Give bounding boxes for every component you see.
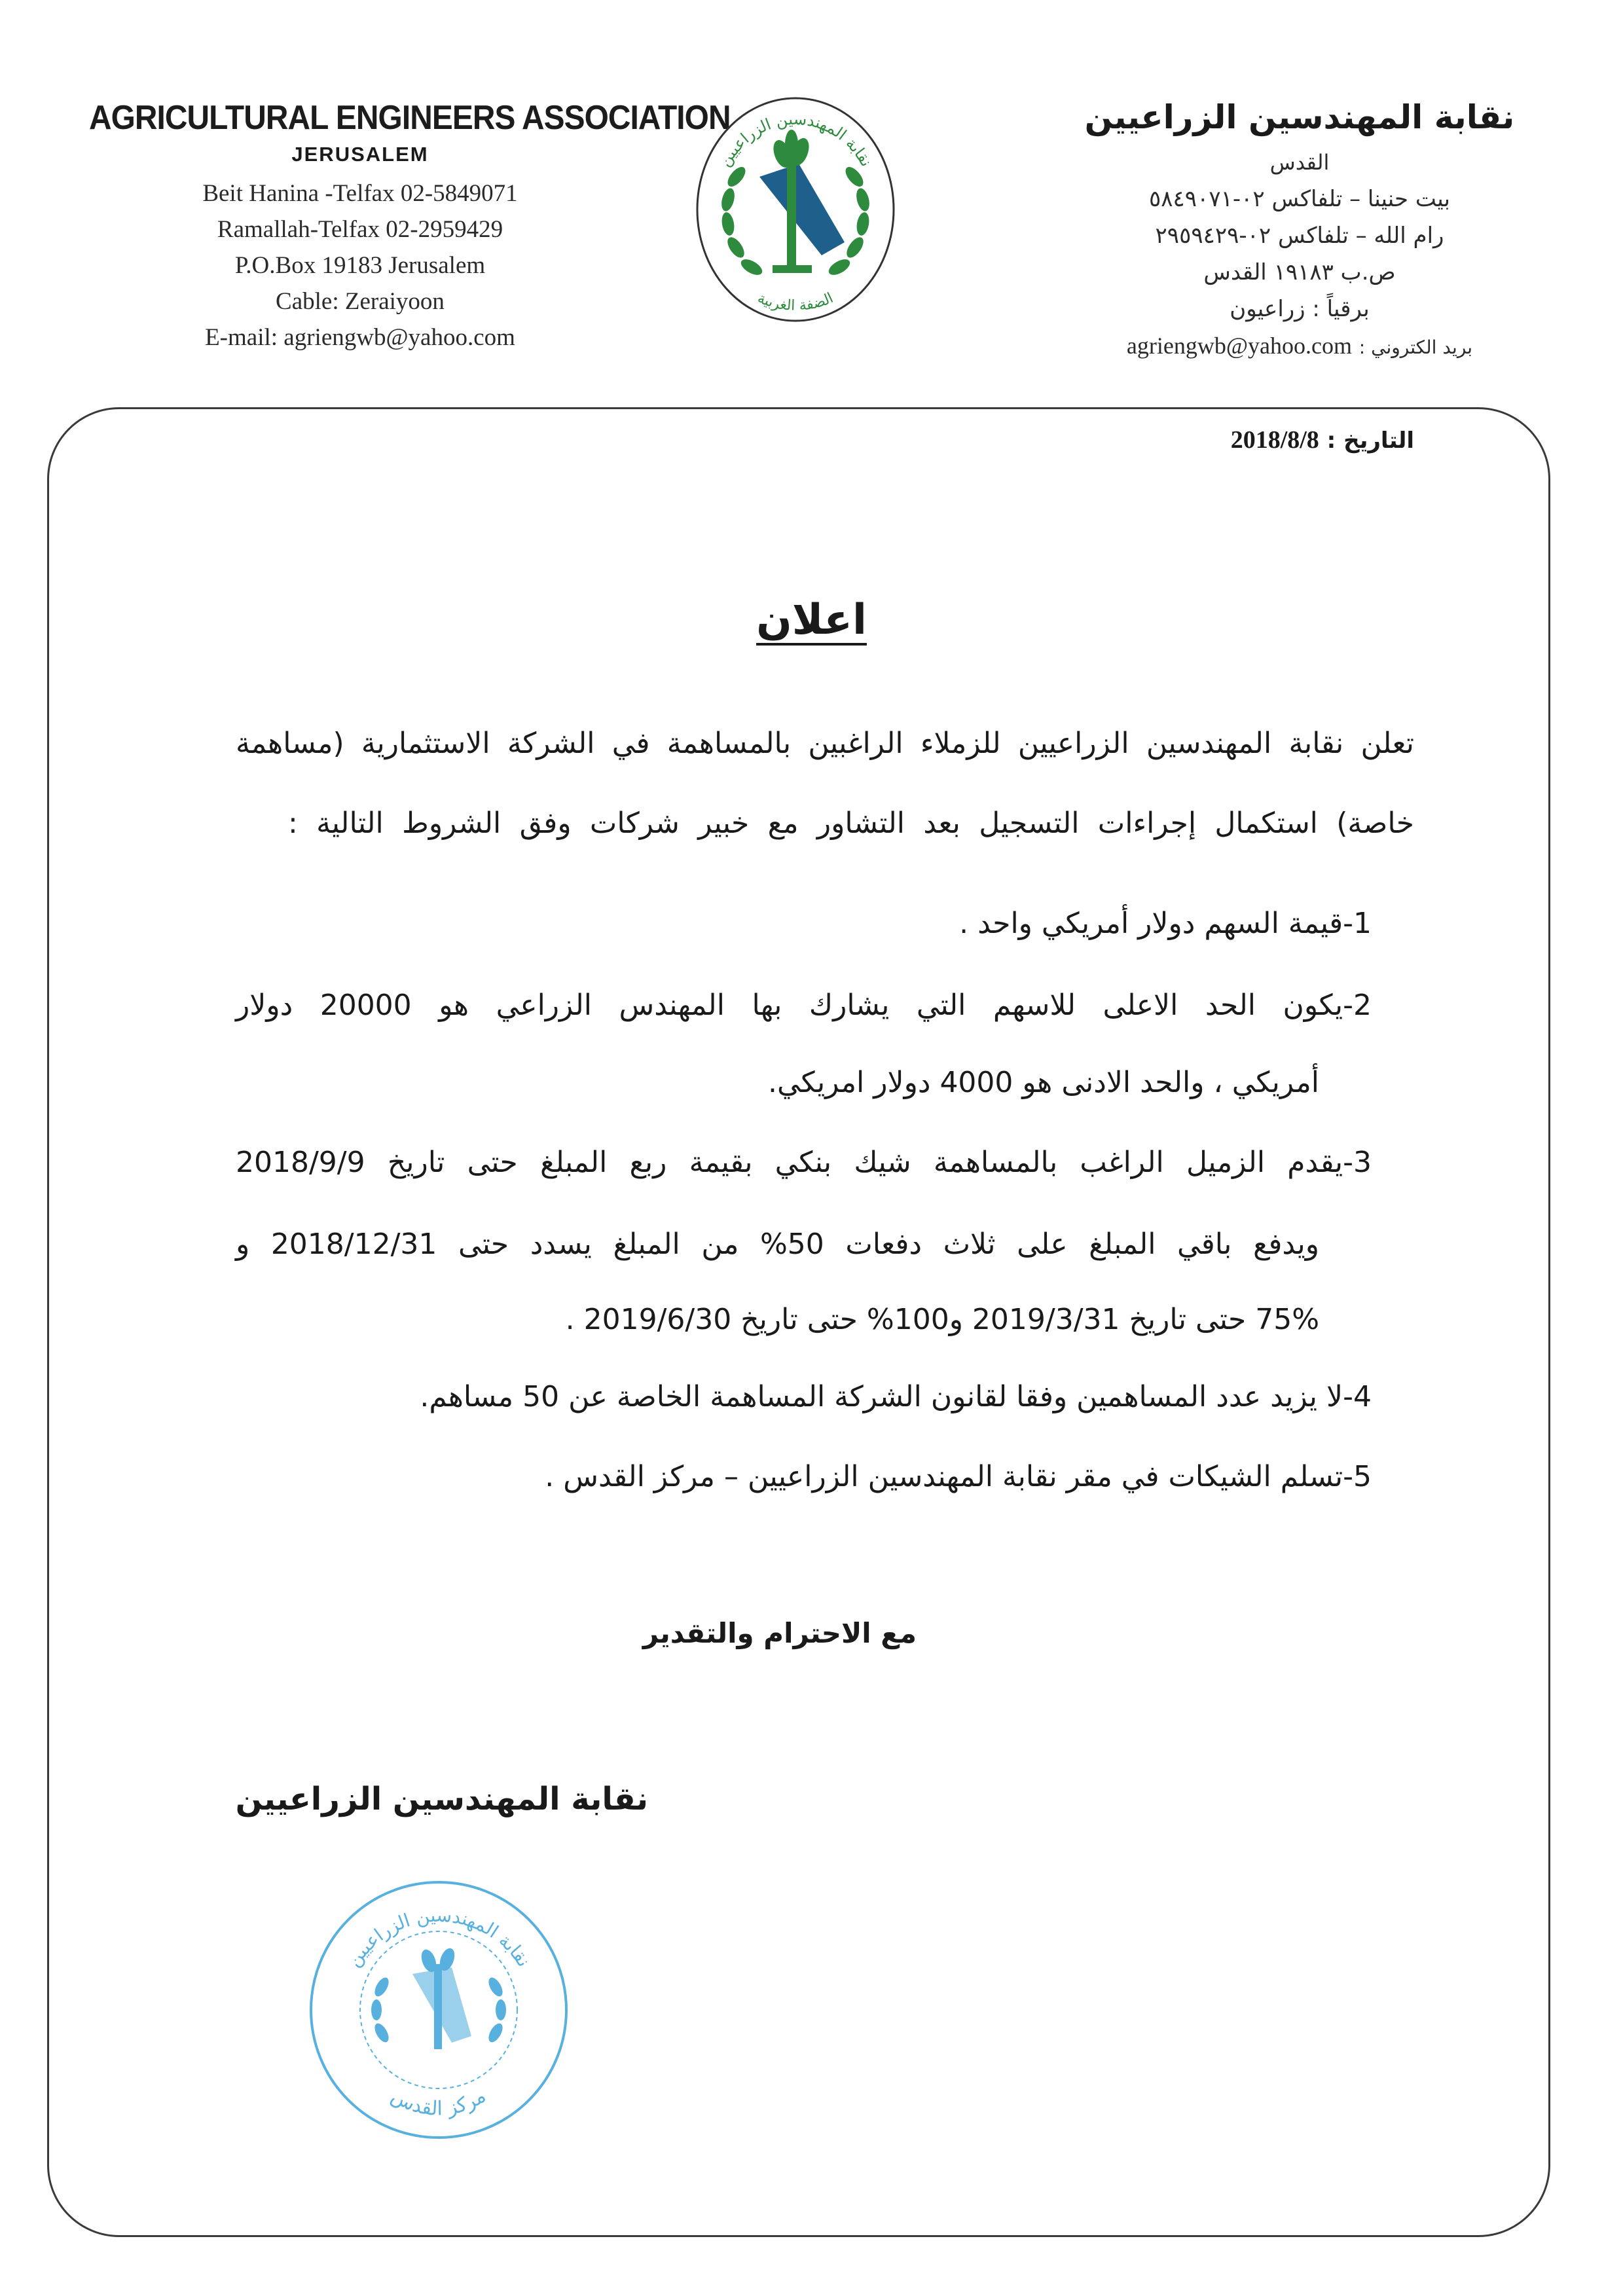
org-city-english: JERUSALEM	[291, 143, 429, 166]
condition-item-3-line-3: 75% حتى تاريخ 2019/3/31 و100% حتى تاريخ 2019/6/30 .	[565, 1303, 1319, 1336]
signature-text: نقابة المهندسين الزراعيين	[235, 1781, 648, 1817]
condition-item-3-line-1: 3-يقدم الزميل الراغب بالمساهمة شيك بنكي بقيمة ربع المبلغ حتى تاريخ 2018/9/9	[236, 1146, 1372, 1179]
org-name-arabic: نقابة المهندسين الزراعيين	[1084, 98, 1515, 136]
svg-text:الضفة الغربية	[755, 290, 836, 314]
intro-line-2: خاصة) استكمال إجراءات التسجيل بعد التشاور مع خبير شركات وفق الشروط التالية :	[288, 807, 1414, 840]
svg-text:مركز القدس	[388, 2085, 490, 2121]
association-logo-icon	[687, 79, 903, 334]
closing-text: مع الاحترام والتقدير	[642, 1617, 917, 1649]
stamp-top-text: نقابة المهندسين الزراعيين	[342, 1904, 536, 1971]
official-stamp-icon	[304, 1876, 573, 2144]
contact-lines-english	[65, 175, 655, 355]
header-english	[65, 98, 731, 355]
org-city-arabic: القدس	[1269, 150, 1330, 175]
contact-line-arabic-beit-hanina: بيت حنينا – تلفاكس ٠٢-٥٨٤٩٠٧١	[1149, 186, 1450, 212]
svg-text:نقابة المهندسين الزراعيين	[342, 1904, 535, 1971]
date-value: 2018/8/8	[1230, 426, 1319, 454]
date-label: التاريخ :	[1326, 428, 1414, 454]
condition-item-2-line-1: 2-يكون الحد الاعلى للاسهم التي يشارك بها المهندس الزراعي هو 20000 دولار	[236, 989, 1372, 1022]
letter-date	[1113, 426, 1414, 454]
stamp-plant-icon	[412, 1946, 471, 2049]
org-name-english: AGRICULTURAL ENGINEERS ASSOCIATION	[89, 99, 731, 137]
contact-line-ramallah: Ramallah-Telfax 02-2959429	[217, 216, 503, 243]
condition-item-4: 4-لا يزيد عدد المساهمين وفقا لقانون الشركة المساهمة الخاصة عن 50 مساهم.	[420, 1380, 1372, 1413]
contact-line-arabic-ramallah: رام الله – تلفاكس ٠٢-٢٩٥٩٤٢٩	[1155, 223, 1444, 249]
contact-line-cable: Cable: Zeraiyoon	[276, 288, 445, 315]
condition-item-3-line-2: ويدفع باقي المبلغ على ثلاث دفعات 50% من المبلغ يسدد حتى 2018/12/31 و	[236, 1228, 1319, 1261]
email-value-arabic: agriengwb@yahoo.com	[1126, 333, 1352, 359]
logo-bottom-text: الضفة الغربية	[755, 289, 836, 314]
condition-item-1: 1-قيمة السهم دولار أمريكي واحد .	[959, 907, 1372, 940]
logo-band-icon	[759, 164, 845, 255]
condition-item-2-line-2: أمريكي ، والحد الادنى هو 4000 دولار امريكي.	[768, 1066, 1319, 1099]
header-arabic	[1041, 98, 1558, 366]
contact-line-arabic-cable: برقياً : زراعيون	[1230, 296, 1370, 322]
letter-heading	[0, 596, 1623, 644]
email-label-arabic: بريد الكتروني :	[1359, 337, 1473, 358]
contact-line-beit-hanina: Beit Hanina -Telfax 02-5849071	[202, 180, 518, 207]
contact-line-pobox: P.O.Box 19183 Jerusalem	[234, 252, 486, 279]
contact-line-arabic-email	[1041, 327, 1558, 366]
condition-item-5: 5-تسلم الشيكات في مقر نقابة المهندسين الزراعيين – مركز القدس .	[545, 1460, 1372, 1493]
contact-line-arabic-pobox: ص.ب ١٩١٨٣ القدس	[1203, 259, 1396, 285]
contact-line-email: E-mail: agriengwb@yahoo.com	[205, 324, 515, 351]
intro-line-1: تعلن نقابة المهندسين الزراعيين للزملاء الراغبين بالمساهمة في الشركة الاستثمارية (مساهمة	[236, 727, 1414, 760]
heading-text: اعلان	[756, 596, 867, 644]
stamp-bottom-text: مركز القدس	[387, 2084, 490, 2121]
logo-top-text: نقابة المهندسين الزراعيين	[715, 109, 876, 170]
